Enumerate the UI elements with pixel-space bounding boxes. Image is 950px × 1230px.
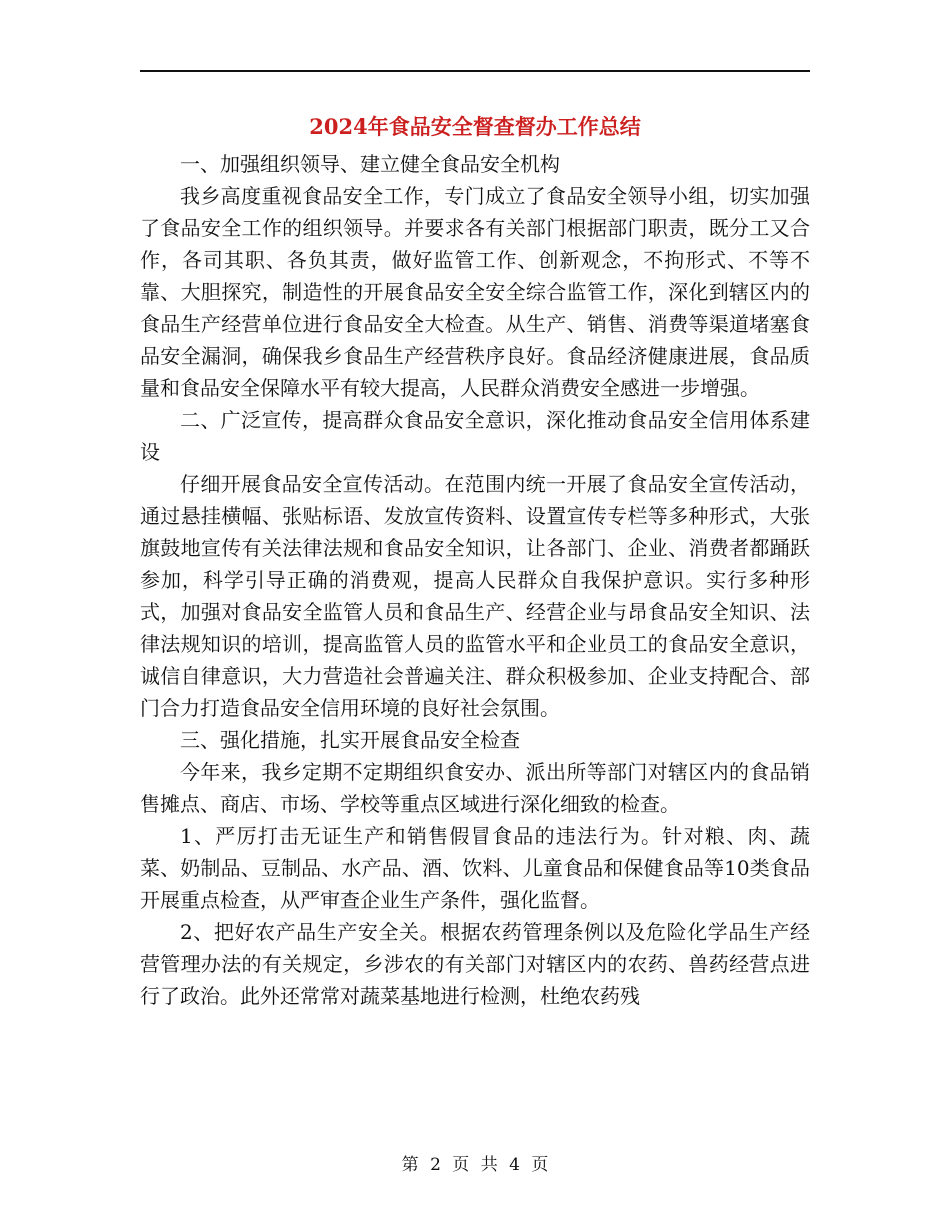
section-heading-1: 一、加强组织领导、建立健全食品安全机构 [180, 152, 560, 176]
footer-total-label: 共 [480, 1155, 498, 1175]
body-paragraph-3: 今年来，我乡定期不定期组织食安办、派出所等部门对辖区内的食品销售摊点、商店、市场、学校等重点区域进行深化细致的检查。 [140, 760, 810, 816]
document-body [140, 148, 810, 1012]
body-paragraph-1: 我乡高度重视食品安全工作，专门成立了食品安全领导小组，切实加强了食品安全工作的组织领导。并要求各有关部门根据部门职责，既分工又合作，各司其职、各负其责，做好监管工作、创新观念，不拘形式、不等不靠、大胆探究，制造性的开展食品安全安全综合监管工作，深化到辖区内的食品生产经营单位进行食品安全大检查。从生产、销售、消费等渠道堵塞食品安全漏洞，确保我乡食品生产经营秩序良好。食品经济健康进展，食品质量和食品安全保障水平有较大提高，人民群众消费安全感进一步增强。 [140, 184, 810, 400]
footer-prefix: 第 [401, 1155, 419, 1175]
current-page-number: 2 [430, 1155, 441, 1175]
page-footer [140, 1150, 810, 1175]
body-paragraph-2: 仔细开展食品安全宣传活动。在范围内统一开展了食品安全宣传活动，通过悬挂横幅、张贴标语、发放宣传资料、设置宣传专栏等多种形式，大张旗鼓地宣传有关法律法规和食品安全知识，让各部门、企业、消费者都踊跃参加，科学引导正确的消费观，提高人民群众自我保护意识。实行多种形式，加强对食品安全监管人员和食品生产、经营企业与昂食品安全知识、法律法规知识的培训，提高监管人员的监管水平和企业员工的食品安全意识，诚信自律意识，大力营造社会普遍关注、群众积极参加、企业支持配合、部门合力打造食品安全信用环境的良好社会氛围。 [140, 472, 810, 720]
footer-suffix: 页 [531, 1155, 549, 1175]
section-heading-2: 二、广泛宣传，提高群众食品安全意识，深化推动食品安全信用体系建设 [140, 408, 810, 464]
document-title: 2024年食品安全督查督办工作总结 [309, 114, 641, 139]
section-heading-3: 三、强化措施，扎实开展食品安全检查 [180, 728, 520, 752]
list-item-1: 1、严厉打击无证生产和销售假冒食品的违法行为。针对粮、肉、蔬菜、奶制品、豆制品、水产品、酒、饮料、儿童食品和保健食品等10类食品开展重点检查，从严审查企业生产条件，强化监督。 [140, 824, 810, 912]
header-rule [140, 70, 810, 72]
footer-page-label: 页 [452, 1155, 470, 1175]
total-page-number: 4 [509, 1155, 520, 1175]
list-item-2: 2、把好农产品生产安全关。根据农药管理条例以及危险化学品生产经营管理办法的有关规定，乡涉农的有关部门对辖区内的农药、兽药经营点进行了政治。此外还常常对蔬菜基地进行检测，杜绝农药残 [140, 920, 810, 1008]
